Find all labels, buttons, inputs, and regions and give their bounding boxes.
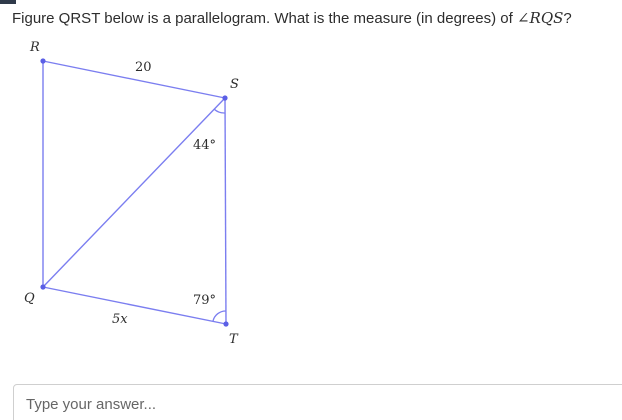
side-label-qt: 5x <box>112 312 128 327</box>
side-st <box>225 98 226 324</box>
angle-symbol: ∠ <box>516 9 530 27</box>
side-label-rs: 20 <box>135 60 152 75</box>
vertex-point-r <box>40 58 45 63</box>
vertex-label-q: Q <box>24 291 35 306</box>
angle-label-stq: 79° <box>193 293 217 308</box>
angle-label-qst: 44° <box>193 138 217 153</box>
vertex-label-s: S <box>230 77 239 92</box>
vertex-label-r: R <box>30 40 40 55</box>
side-rs <box>43 61 225 98</box>
vertex-point-q <box>40 284 45 289</box>
angle-name: RQS <box>529 9 564 27</box>
vertex-point-t <box>223 321 228 326</box>
question-prefix: Figure QRST below is a parallelogram. What is the measure (in degrees) of <box>12 10 517 27</box>
question-suffix: ? <box>563 10 572 27</box>
answer-input[interactable] <box>13 384 622 420</box>
vertex-point-s <box>222 95 227 100</box>
diagonal-qs <box>43 98 225 287</box>
angle-arc-qst <box>214 109 225 113</box>
angle-arc-stq <box>213 311 226 321</box>
vertex-label-t: T <box>229 332 238 347</box>
